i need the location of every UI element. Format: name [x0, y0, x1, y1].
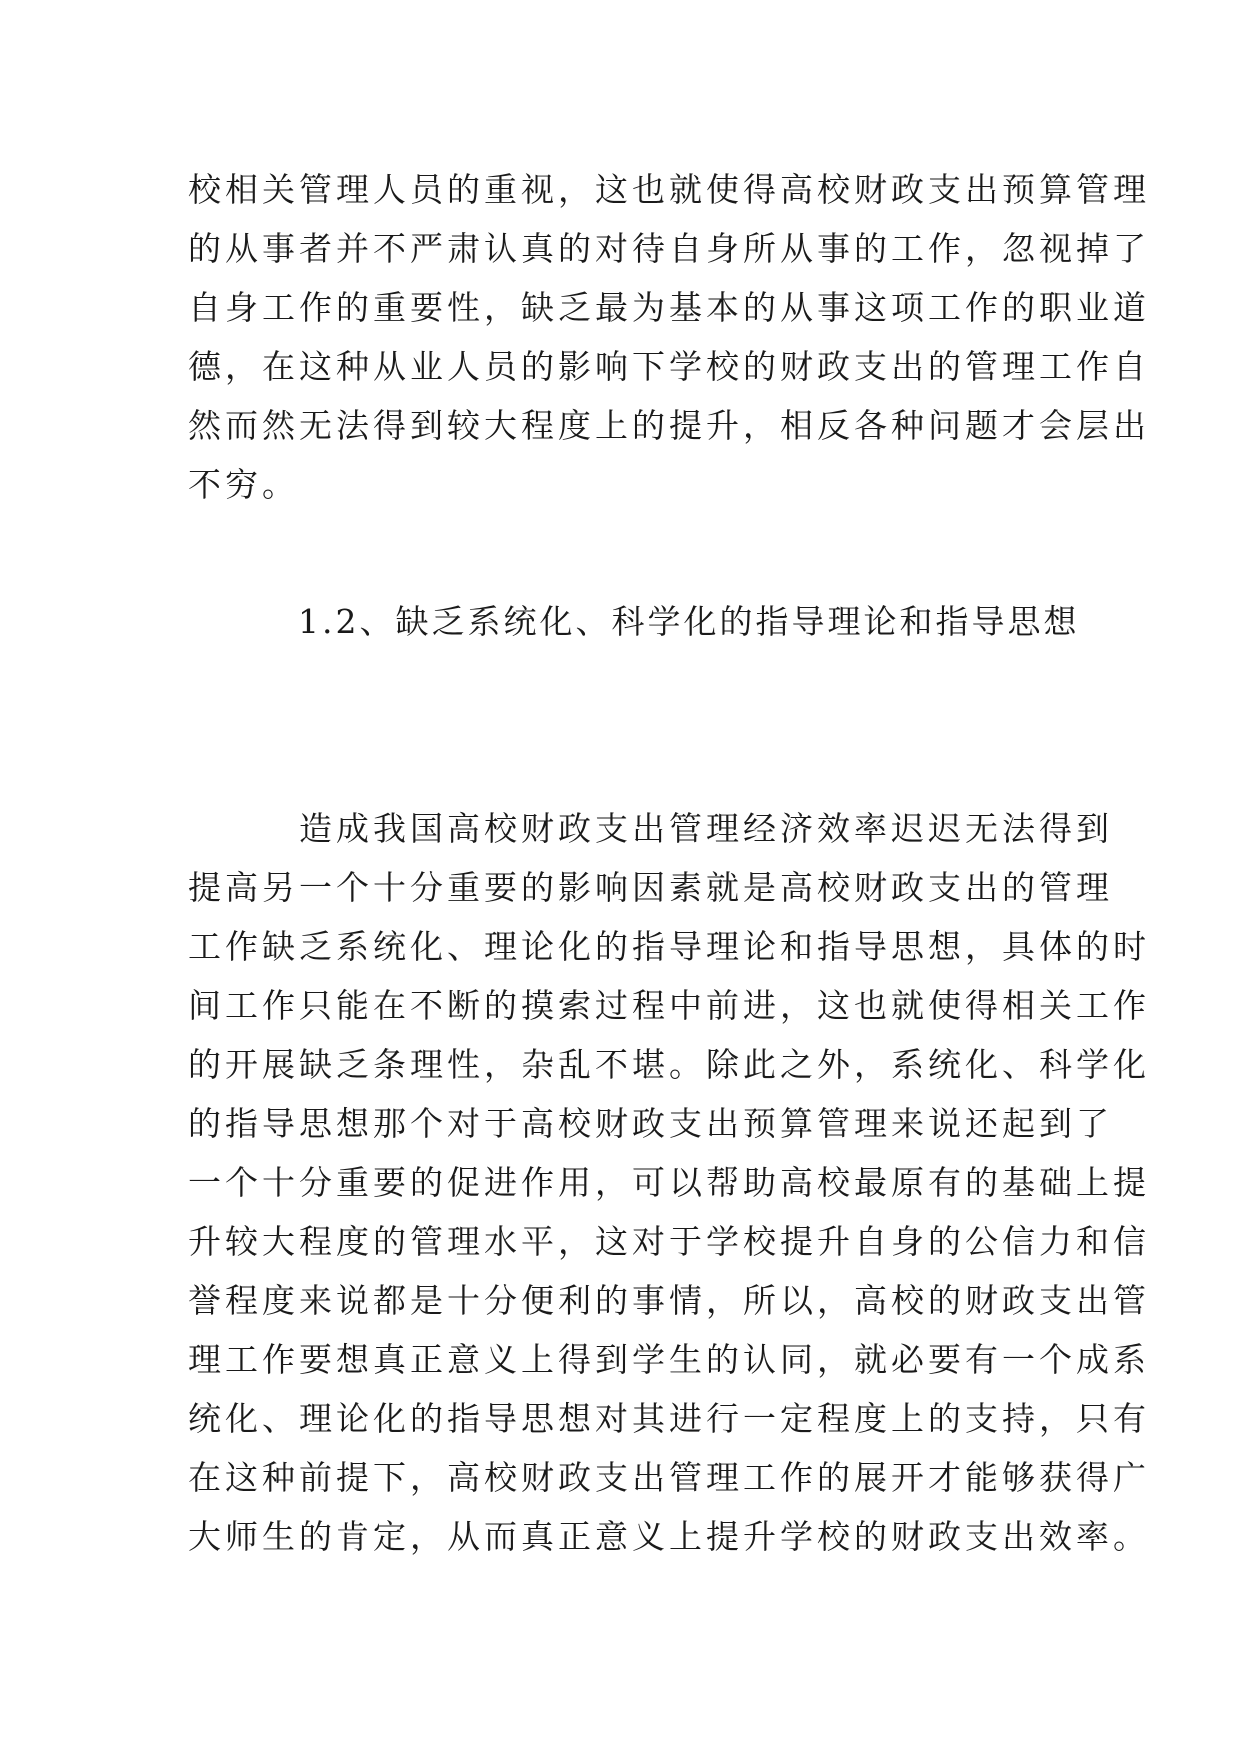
- paragraph-2: [188, 799, 1150, 1566]
- section-heading: 1.2、缺乏系统化、科学化的指导理论和指导思想: [298, 602, 1080, 641]
- paragraph-line: 不穷。: [188, 465, 299, 504]
- paragraph-1: [188, 160, 1150, 514]
- paragraph-line: 工作缺乏系统化、理论化的指导理论和指导思想，具体的时: [188, 927, 1150, 966]
- paragraph-line: 间工作只能在不断的摸索过程中前进，这也就使得相关工作: [188, 986, 1150, 1025]
- paragraph-line: 大师生的肯定，从而真正意义上提升学校的财政支出效率。: [188, 1517, 1150, 1556]
- paragraph-line: 誉程度来说都是十分便利的事情，所以，高校的财政支出管: [188, 1281, 1150, 1320]
- paragraph-line: 一个十分重要的促进作用，可以帮助高校最原有的基础上提: [188, 1163, 1150, 1202]
- paragraph-line: 提高另一个十分重要的影响因素就是高校财政支出的管理: [188, 868, 1113, 907]
- paragraph-line: 然而然无法得到较大程度上的提升，相反各种问题才会层出: [188, 406, 1150, 445]
- paragraph-line: 统化、理论化的指导思想对其进行一定程度上的支持，只有: [188, 1399, 1150, 1438]
- paragraph-line: 理工作要想真正意义上得到学生的认同，就必要有一个成系: [188, 1340, 1150, 1379]
- paragraph-line: 校相关管理人员的重视，这也就使得高校财政支出预算管理: [188, 170, 1150, 209]
- paragraph-line: 的开展缺乏条理性，杂乱不堪。除此之外，系统化、科学化: [188, 1045, 1150, 1084]
- paragraph-line: 的指导思想那个对于高校财政支出预算管理来说还起到了: [188, 1104, 1113, 1143]
- paragraph-line: 德，在这种从业人员的影响下学校的财政支出的管理工作自: [188, 347, 1150, 386]
- paragraph-line: 造成我国高校财政支出管理经济效率迟迟无法得到: [188, 809, 1113, 848]
- paragraph-line: 在这种前提下，高校财政支出管理工作的展开才能够获得广: [188, 1458, 1150, 1497]
- paragraph-line: 升较大程度的管理水平，这对于学校提升自身的公信力和信: [188, 1222, 1150, 1261]
- paragraph-line: 自身工作的重要性，缺乏最为基本的从事这项工作的职业道: [188, 288, 1150, 327]
- paragraph-line: 的从事者并不严肃认真的对待自身所从事的工作，忽视掉了: [188, 229, 1150, 268]
